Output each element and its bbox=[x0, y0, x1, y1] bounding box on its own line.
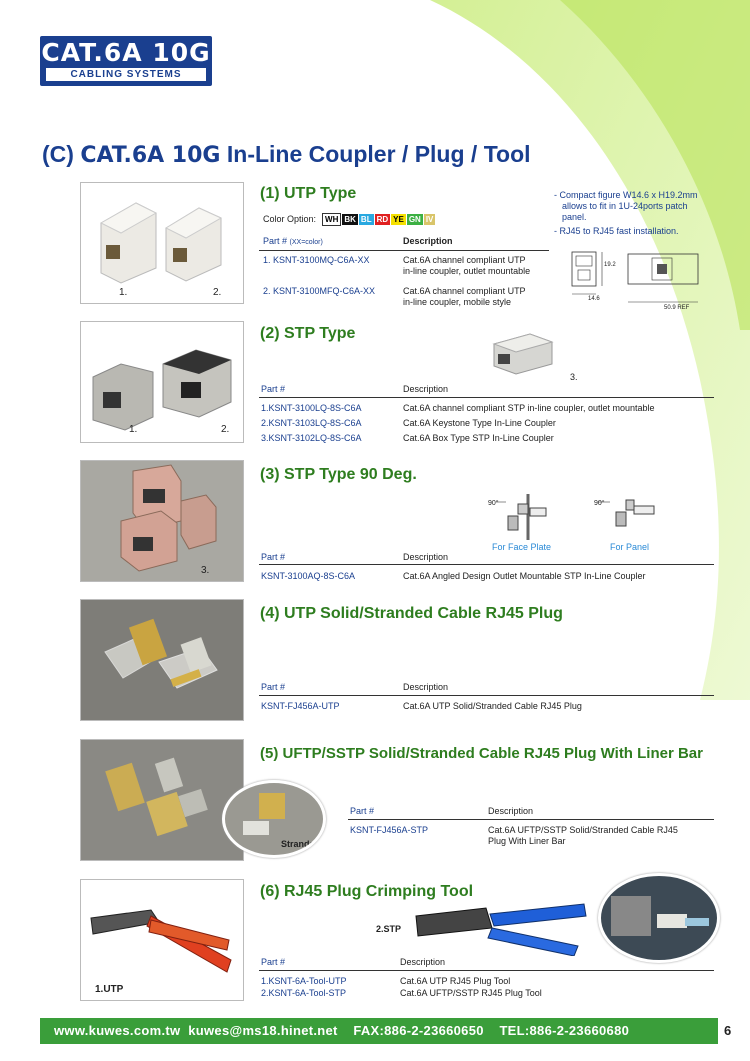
sec1-part-1: 1. KSNT-3100MQ-C6A-XX bbox=[263, 255, 370, 265]
sec1-desc-2a: Cat.6A channel compliant UTP bbox=[403, 286, 526, 296]
sec2-desc-2: Cat.6A Keystone Type In-Line Coupler bbox=[403, 418, 556, 428]
footer-bar bbox=[40, 1018, 718, 1044]
sec6-desc-1: Cat.6A UTP RJ45 Plug Tool bbox=[400, 976, 511, 986]
footer-contact bbox=[54, 1023, 629, 1038]
stp-tool-label: 2.STP bbox=[376, 924, 402, 934]
sec6-desc-2: Cat.6A UFTP/SSTP RJ45 Plug Tool bbox=[400, 988, 542, 998]
utp-coupler-illustration bbox=[81, 183, 243, 303]
sec6-part-header: Part # bbox=[261, 957, 286, 967]
section-2-title: (2) STP Type bbox=[260, 325, 356, 342]
sec5-desc-header: Description bbox=[488, 806, 534, 816]
sec4-desc-1: Cat.6A UTP Solid/Stranded Cable RJ45 Plug bbox=[403, 701, 582, 711]
utp-dimension-drawing bbox=[562, 244, 712, 314]
sec2-part-2: 2.KSNT-3103LQ-8S-C6A bbox=[261, 418, 362, 428]
color-chip-bk: BK bbox=[344, 215, 356, 224]
section-1-title: (1) UTP Type bbox=[260, 185, 357, 202]
sec4-part-header: Part # bbox=[261, 682, 286, 692]
footer-email-link[interactable]: kuwes@ms18.hinet.net bbox=[188, 1023, 338, 1038]
sec4-rule bbox=[259, 695, 714, 696]
sec2-part-1: 1.KSNT-3100LQ-8S-C6A bbox=[261, 403, 362, 413]
angle-label-2: 90° bbox=[594, 500, 605, 507]
utp-plug-illustration bbox=[81, 600, 243, 720]
photo-label-2: 2. bbox=[221, 424, 230, 435]
sec5-desc-1b: Plug With Liner Bar bbox=[488, 836, 566, 846]
stp-coupler-photo bbox=[80, 321, 244, 443]
sec3-part-header: Part # bbox=[261, 552, 286, 562]
sec6-desc-header: Description bbox=[400, 957, 446, 967]
stranded-inset-photo bbox=[222, 780, 326, 858]
photo-label-3: 3. bbox=[570, 372, 578, 382]
stp-plug-photo bbox=[80, 739, 244, 861]
dim-height: 19.2 bbox=[604, 262, 616, 268]
photo-label-1: 1. bbox=[119, 287, 128, 298]
sec1-note-3: panel. bbox=[562, 212, 587, 222]
sec1-rule bbox=[259, 250, 549, 251]
sec2-desc-header: Description bbox=[403, 384, 449, 394]
footer-fax: FAX:886-2-23660650 bbox=[353, 1023, 484, 1038]
sec1-note-4: - RJ45 to RJ45 fast installation. bbox=[554, 226, 679, 236]
sec2-part-header: Part # bbox=[261, 384, 286, 394]
photo-label-1: 1. bbox=[129, 424, 138, 435]
sec5-desc-1a: Cat.6A UFTP/SSTP Solid/Stranded Cable RJ45 bbox=[488, 825, 678, 835]
dim-ref: 50.9 REF bbox=[664, 305, 690, 311]
sec1-part-2: 2. KSNT-3100MFQ-C6A-XX bbox=[263, 286, 376, 296]
section-5-title: (5) UFTP/SSTP Solid/Stranded Cable RJ45 Plug With Liner Bar bbox=[260, 745, 703, 762]
sec1-desc-1a: Cat.6A channel compliant UTP bbox=[403, 255, 526, 265]
utp-plug-photo bbox=[80, 599, 244, 721]
panel-caption: For Panel bbox=[610, 542, 650, 552]
color-option-label: Color Option: bbox=[263, 214, 317, 224]
color-chip-iv: IV bbox=[425, 215, 434, 224]
page-title bbox=[42, 141, 531, 168]
box-type-coupler-image bbox=[490, 330, 556, 375]
sec2-desc-1: Cat.6A channel compliant STP in-line coupler, outlet mountable bbox=[403, 403, 655, 413]
logo-main-text: CAT.6A 10G bbox=[41, 38, 211, 67]
face-plate-caption: For Face Plate bbox=[492, 542, 552, 552]
color-chips bbox=[322, 214, 436, 224]
stp-crimp-tool-image bbox=[408, 898, 588, 956]
sec3-part-1: KSNT-3100AQ-8S-C6A bbox=[261, 571, 356, 581]
photo-label-2: 2. bbox=[213, 287, 222, 298]
stranded-label: Stranded bbox=[281, 839, 321, 849]
section-6-title: (6) RJ45 Plug Crimping Tool bbox=[260, 883, 474, 900]
utp-tool-label: 1.UTP bbox=[95, 984, 124, 995]
color-chip-wh: WH bbox=[322, 213, 341, 226]
crimping-closeup-illustration bbox=[601, 876, 717, 960]
color-chip-bl: BL bbox=[360, 215, 372, 224]
sec6-part-2: 2.KSNT-6A-Tool-STP bbox=[261, 988, 347, 998]
sec6-part-1: 1.KSNT-6A-Tool-UTP bbox=[261, 976, 347, 986]
color-chip-ye: YE bbox=[393, 215, 404, 224]
brand-logo bbox=[40, 36, 212, 86]
page-number: 6 bbox=[724, 1023, 732, 1038]
section-4-title: (4) UTP Solid/Stranded Cable RJ45 Plug bbox=[260, 605, 563, 622]
color-chip-rd: RD bbox=[376, 215, 389, 224]
sec1-part-header: Part # (XX=color) bbox=[263, 236, 323, 246]
sec2-desc-3: Cat.6A Box Type STP In-Line Coupler bbox=[403, 433, 554, 443]
sec4-part-1: KSNT-FJ456A-UTP bbox=[261, 701, 340, 711]
sec1-note-2: allows to fit in 1U-24ports patch bbox=[562, 201, 688, 211]
sec3-desc-header: Description bbox=[403, 552, 449, 562]
section-3-title: (3) STP Type 90 Deg. bbox=[260, 466, 417, 483]
sec5-part-1: KSNT-FJ456A-STP bbox=[350, 825, 429, 835]
xx-color-note: (XX=color) bbox=[289, 239, 323, 246]
sec1-desc-1b: in-line coupler, outlet mountable bbox=[403, 266, 531, 276]
photo-label-3: 3. bbox=[201, 565, 210, 576]
sec3-rule bbox=[259, 564, 714, 565]
sec4-desc-header: Description bbox=[403, 682, 449, 692]
stp-90-coupler-photo bbox=[80, 460, 244, 582]
sec6-rule bbox=[259, 970, 714, 971]
utp-coupler-photo bbox=[80, 182, 244, 304]
stp-coupler-illustration bbox=[81, 322, 243, 442]
sec1-desc-2b: in-line coupler, mobile style bbox=[403, 297, 512, 307]
sec3-desc-1: Cat.6A Angled Design Outlet Mountable STP In-Line Coupler bbox=[403, 571, 646, 581]
sec5-part-header: Part # bbox=[350, 806, 375, 816]
sec5-rule bbox=[348, 819, 714, 820]
title-brand: CAT.6A 10G bbox=[80, 143, 221, 168]
sec2-part-3: 3.KSNT-3102LQ-8S-C6A bbox=[261, 433, 362, 443]
footer-tel: TEL:886-2-23660680 bbox=[499, 1023, 630, 1038]
stp-90-illustration bbox=[81, 461, 243, 581]
title-prefix: (C) bbox=[42, 141, 81, 167]
stp-plug-illustration bbox=[81, 740, 243, 860]
sec1-note-1: - Compact figure W14.6 x H19.2mm bbox=[554, 190, 698, 200]
crimping-closeup-photo bbox=[598, 873, 720, 963]
title-rest: In-Line Coupler / Plug / Tool bbox=[220, 141, 531, 167]
utp-crimp-tool-illustration bbox=[81, 880, 243, 1000]
color-option-row bbox=[263, 213, 436, 226]
logo-sub-text: CABLING SYSTEMS bbox=[46, 68, 206, 81]
utp-tool-photo bbox=[80, 879, 244, 1001]
sec1-desc-header: Description bbox=[403, 236, 453, 246]
color-chip-gn: GN bbox=[408, 215, 421, 224]
footer-website-link[interactable]: www.kuwes.com.tw bbox=[54, 1023, 181, 1038]
sec2-rule bbox=[259, 397, 714, 398]
angle-label-1: 90° bbox=[488, 500, 499, 507]
dim-width: 14.6 bbox=[588, 296, 600, 302]
